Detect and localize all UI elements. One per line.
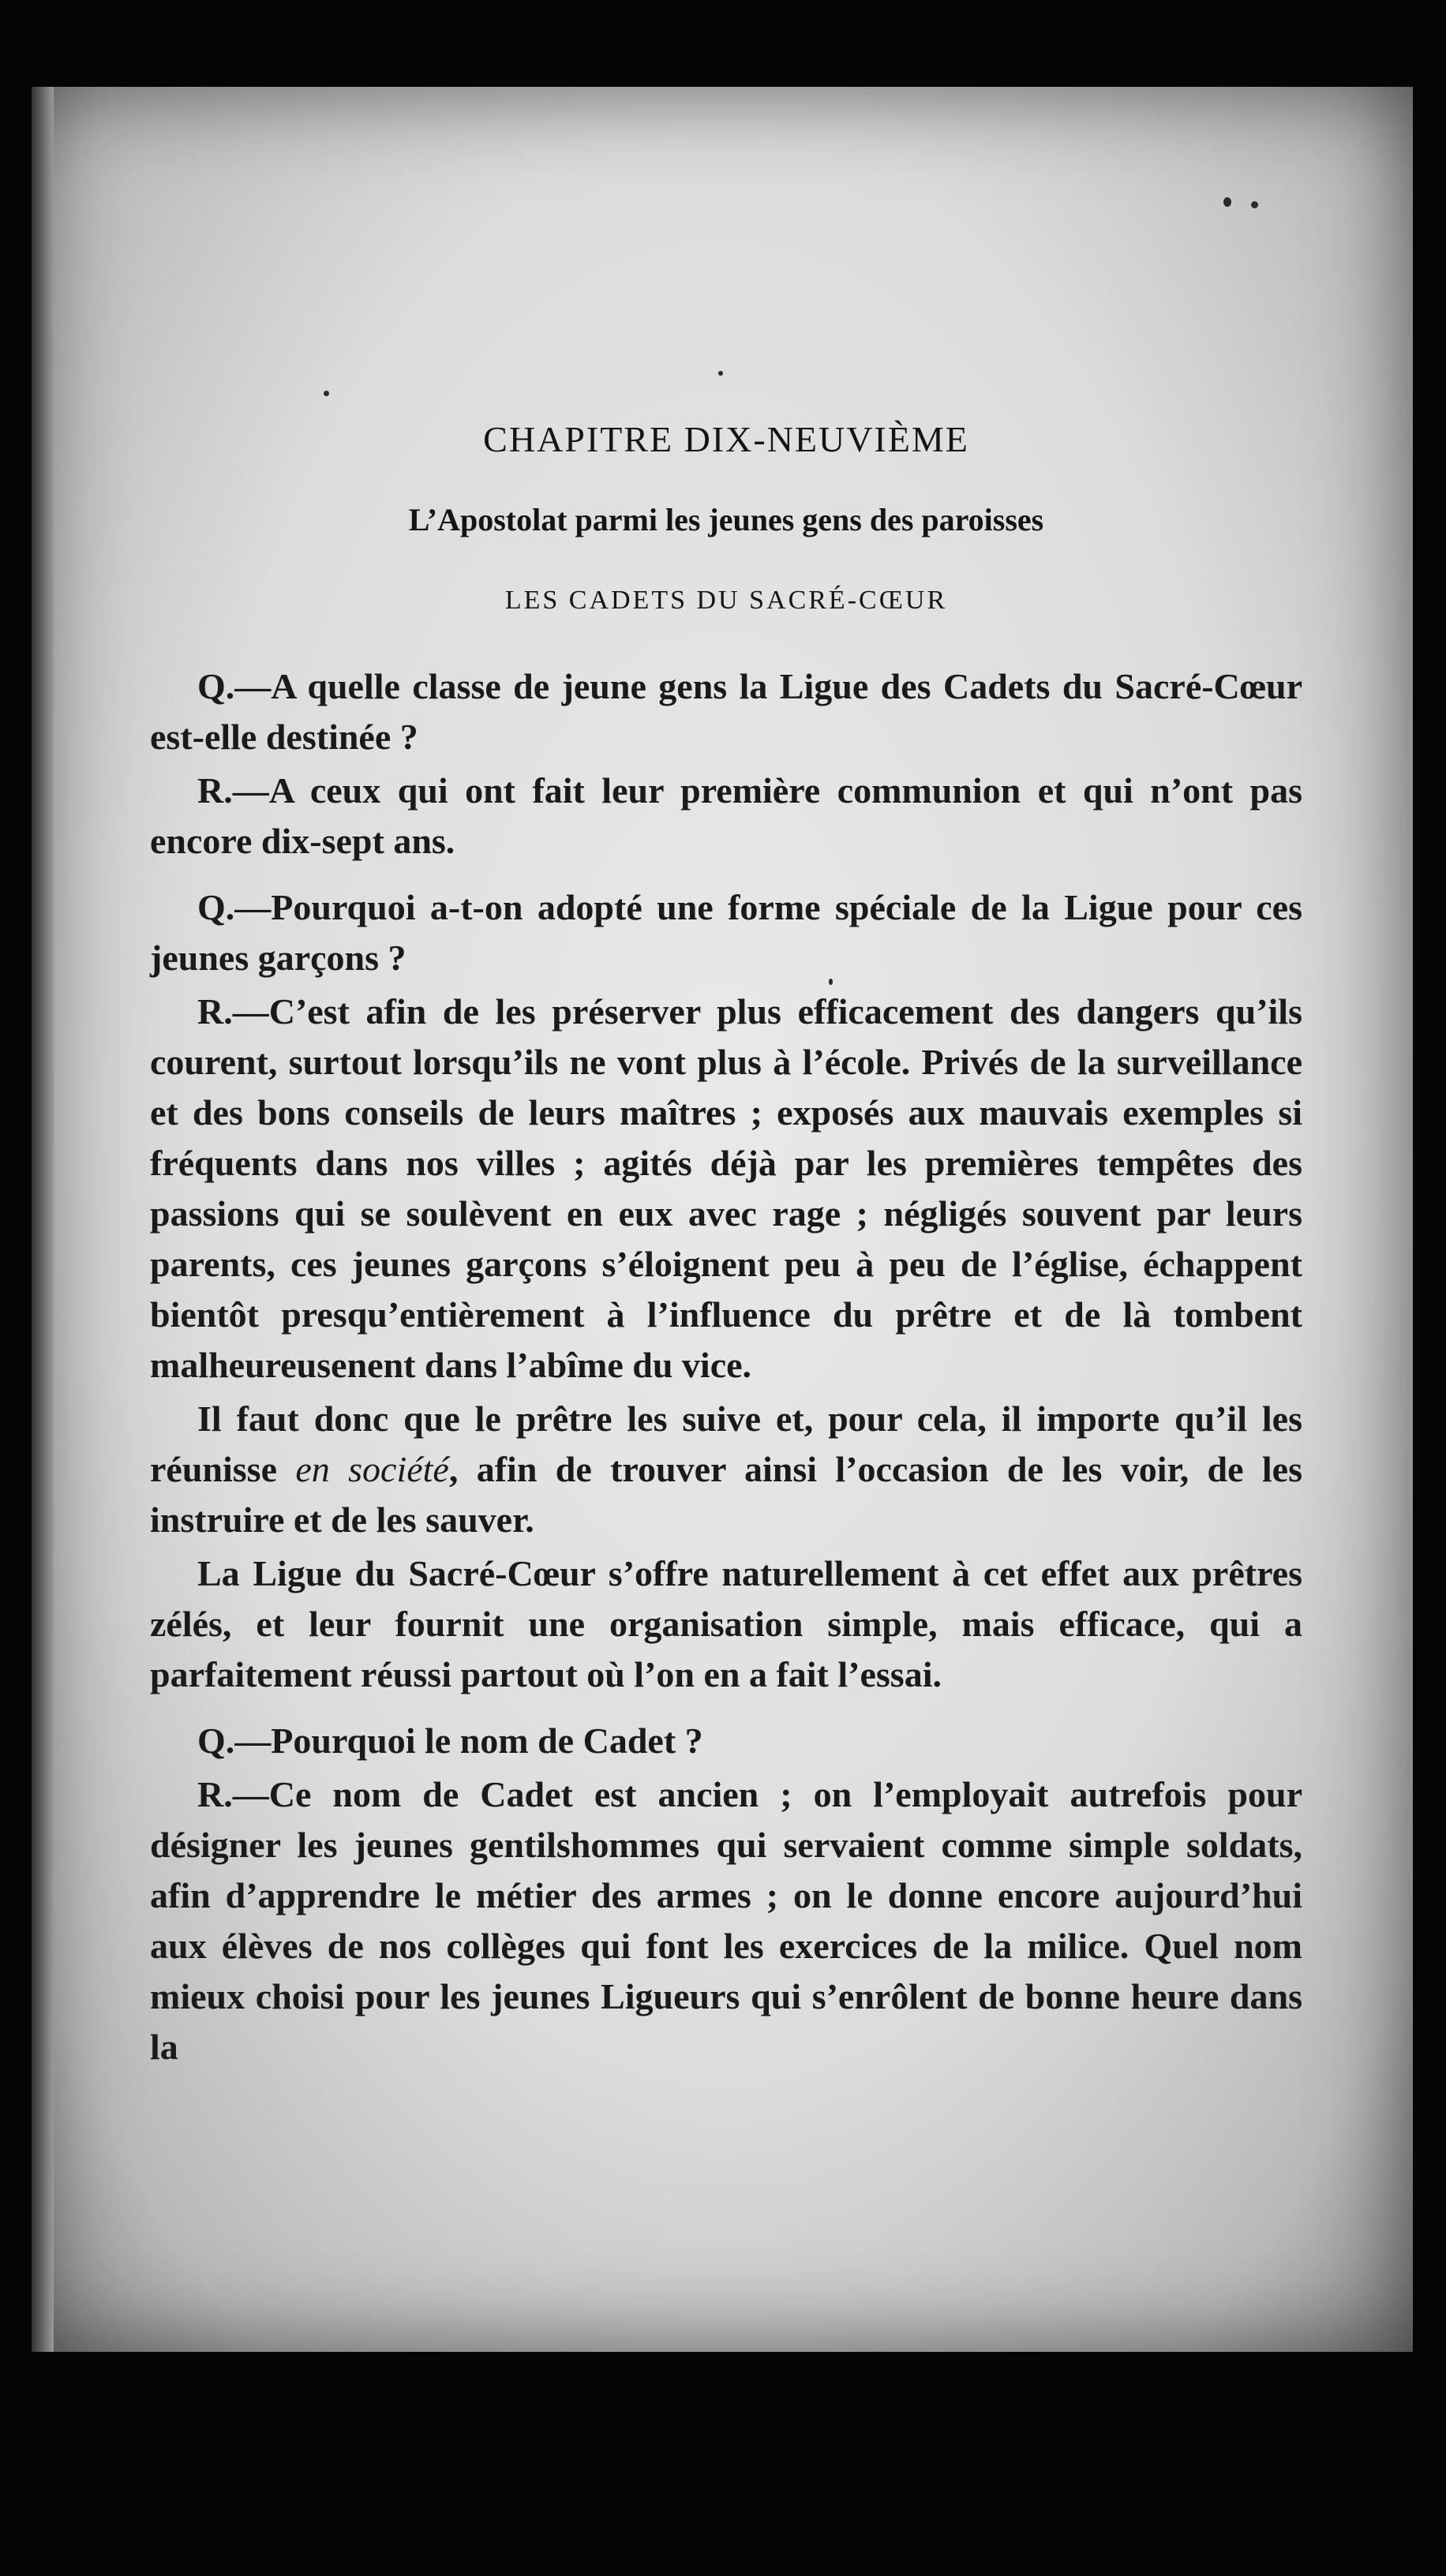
page-text bbox=[150, 418, 1302, 2076]
dust-speck bbox=[1223, 197, 1231, 207]
paragraph-r1: R.—A ceux qui ont fait leur première communion et qui n’ont pas encore dix-sept ans. bbox=[150, 770, 1302, 861]
paragraph-r3: R.—Ce nom de Cadet est ancien ; on l’employait autrefois pour désigner les jeunes gentilshommes qui servaient comme simple soldats, afin d’apprendre le métier des armes ; on le donne encore aujourd’hui aux élèves de nos collèges qui font les exercices de la milice. Quel nom mieux choisi pour les jeunes Ligueurs qui s’enrôlent de bonne heure dans la bbox=[150, 1774, 1302, 2067]
il-faut-italic: en société bbox=[295, 1449, 449, 1489]
section-title: LES CADETS DU SACRÉ-CŒUR bbox=[504, 586, 948, 615]
chapter-subtitle: L’Apostolat parmi les jeunes gens des paroisses bbox=[408, 502, 1044, 537]
dust-speck bbox=[718, 371, 723, 376]
il-faut-text-1: Il faut donc que le prêtre les suive et, pour cela, il importe qu’il les réunisse bbox=[150, 1398, 1302, 1489]
paragraph-il-faut bbox=[150, 1394, 1302, 1545]
paragraph-la-ligue: La Ligue du Sacré-Cœur s’offre naturellement à cet effet aux prêtres zélés, et leur fournit une organisation simple, mais efficace, qui a parfaitement réussi partout où l’on en a fait l’essai. bbox=[150, 1553, 1302, 1694]
chapter-title: CHAPITRE DIX-NEUVIÈME bbox=[483, 419, 969, 459]
il-faut-text-2: , afin de trouver ainsi l’occasion de les voir, de les instruire et de les sauver. bbox=[150, 1449, 1302, 1540]
paragraph-q3: Q.—Pourquoi le nom de Cadet ? bbox=[197, 1720, 703, 1761]
dust-speck bbox=[1251, 201, 1258, 208]
paragraph-r2: R.—C’est afin de les préserver plus efficacement des dangers qu’ils courent, surtout lorsqu’ils ne vont plus à l’école. Privés de la surveillance et des bons conseils de leurs maîtres ; exposés aux mauvais exemples si fréquents dans nos villes ; agités déjà par les premières tempêtes des passions qui se soulèvent en eux avec rage ; négligés souvent par leurs parents, ces jeunes garçons s’éloignent peu à peu de l’église, échappent bientôt presqu’entièrement à l’influence du prêtre et de là tombent malheureusenent dans l’abîme du vice. bbox=[150, 991, 1302, 1385]
dust-speck bbox=[324, 391, 329, 396]
book-page bbox=[32, 87, 1413, 2352]
page-spine-shadow bbox=[32, 87, 54, 2352]
paragraph-q1: Q.—A quelle classe de jeune gens la Ligue des Cadets du Sacré-Cœur est-elle destinée ? bbox=[150, 666, 1302, 757]
paragraph-q2: Q.—Pourquoi a-t-on adopté une forme spéciale de la Ligue pour ces jeunes garçons ? bbox=[150, 887, 1302, 978]
